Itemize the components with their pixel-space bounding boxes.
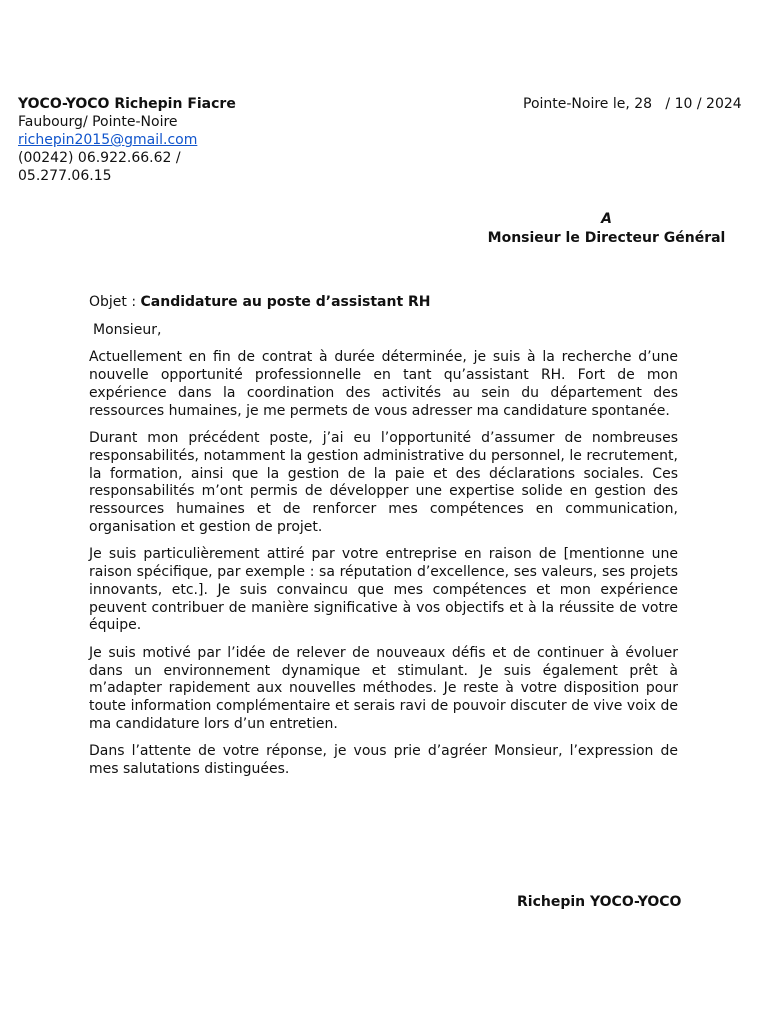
letter-date: Pointe-Noire le, 28 / 10 / 2024 <box>523 96 742 112</box>
paragraph-3: Je suis particulièrement attiré par votre entreprise en raison de [mentionne une raison spécifique, par exemple : sa réputation d’excellence, ses valeurs, ses projets innovants, etc.]. Je suis convaincu que mes compétences et mon expérience peuvent contribuer de manière significative à vos objectifs et à la réussite de votre équipe. <box>89 546 678 634</box>
paragraph-1: Actuellement en fin de contrat à durée déterminée, je suis à la recherche d’une nouvelle opportunité professionnelle en tant qu’assistant RH. Fort de mon expérience dans la coordination des activités au sein du département des ressources humaines, je me permets de vous adresser ma candidature spontanée. <box>89 349 678 419</box>
recipient-prefix: A <box>601 211 612 227</box>
recipient-block <box>440 210 773 248</box>
letter-body <box>89 294 678 789</box>
signature: Richepin YOCO-YOCO <box>517 894 682 910</box>
greeting: Monsieur, <box>93 321 162 338</box>
sender-block <box>18 95 236 184</box>
paragraph-5: Dans l’attente de votre réponse, je vous prie d’agréer Monsieur, l’expression de mes salutations distinguées. <box>89 743 678 778</box>
object-text: Candidature au poste d’assistant RH <box>140 294 431 310</box>
sender-name: YOCO-YOCO Richepin Fiacre <box>18 96 236 112</box>
paragraph-4: Je suis motivé par l’idée de relever de nouveaux défis et de continuer à évoluer dans un environnement dynamique et stimulant. Je suis également prêt à m’adapter rapidement aux nouvelles méthodes. Je reste à votre disposition pour toute information complémentaire et serais ravi de pouvoir discuter de vive voix de ma candidature lors d’un entretien. <box>89 644 678 732</box>
sender-phone-line2: 05.277.06.15 <box>18 168 112 184</box>
sender-address: Faubourg/ Pointe-Noire <box>18 114 178 130</box>
object-label: Objet : <box>89 294 137 310</box>
object-line <box>89 294 678 312</box>
sender-phone-line1: (00242) 06.922.66.62 / <box>18 150 181 166</box>
paragraph-2: Durant mon précédent poste, j’ai eu l’opportunité d’assumer de nombreuses responsabilités, notamment la gestion administrative du personnel, le recrutement, la formation, ainsi que la gestion de la paie et des déclarations sociales. Ces responsabilités m’ont permis de développer une expertise solide en gestion des ressources humaines et de renforcer mes compétences en communication, organisation et gestion de projet. <box>89 430 678 535</box>
recipient-title: Monsieur le Directeur Général <box>487 230 726 246</box>
sender-email-link[interactable]: richepin2015@gmail.com <box>18 132 198 148</box>
